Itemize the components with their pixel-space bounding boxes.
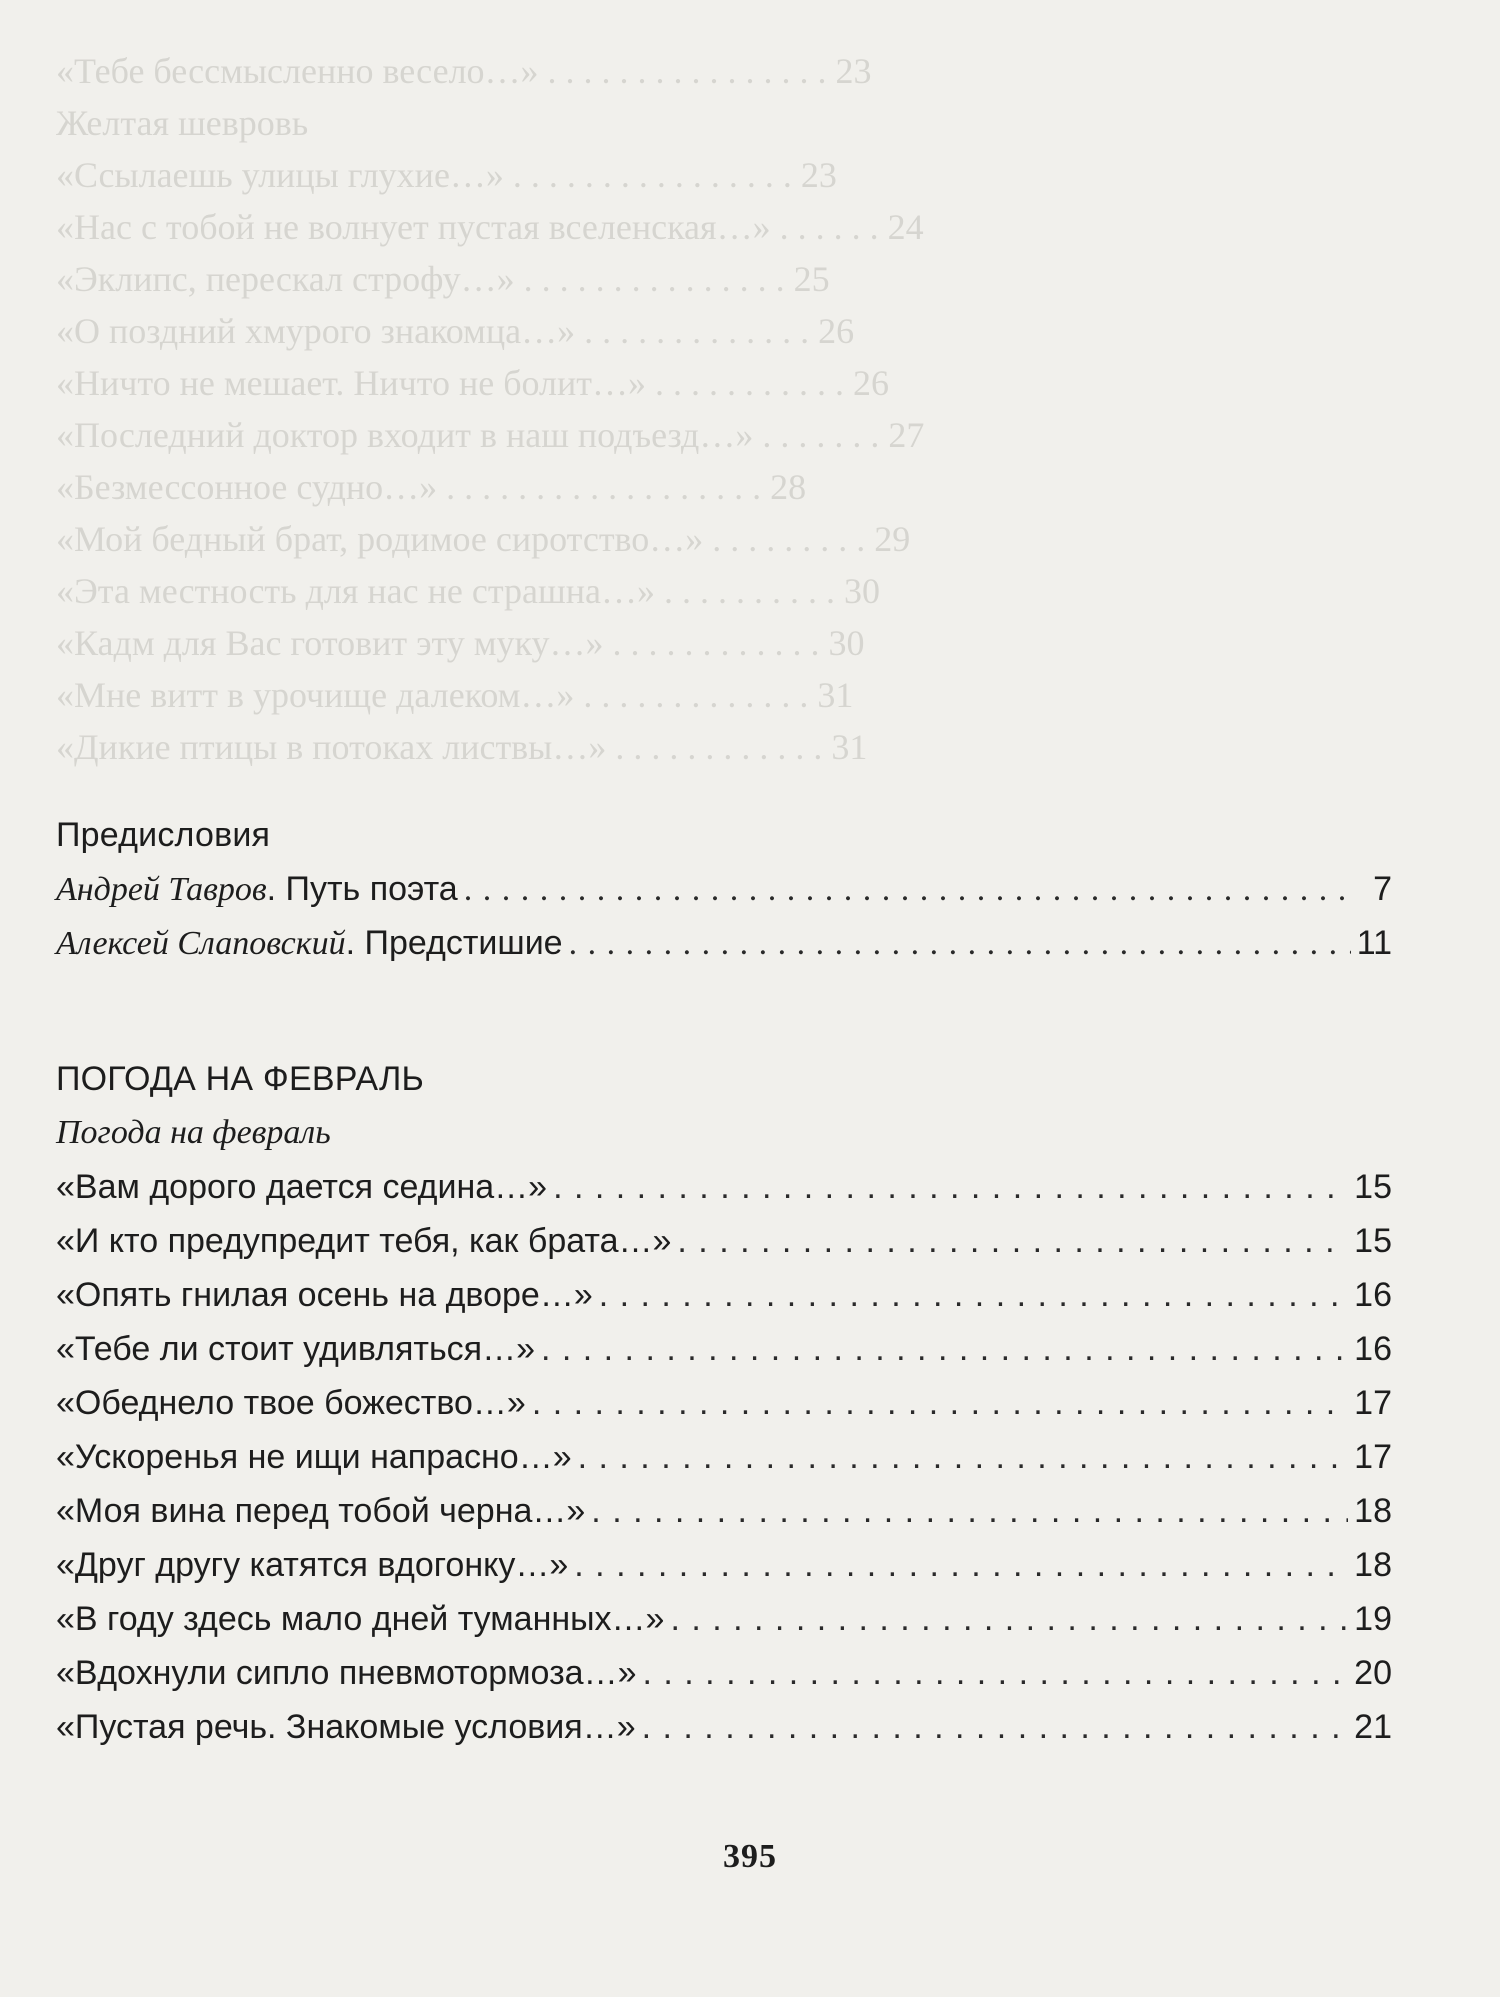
dot-leader: [642, 1700, 1349, 1754]
dot-leader: [553, 1160, 1348, 1214]
section-spacer: [56, 970, 1392, 1052]
toc-entry-preface-1: [56, 862, 1392, 916]
toc-entry-title: «Ускоренья не ищи напрасно…»: [56, 1438, 572, 1476]
dot-leader: [670, 1592, 1348, 1646]
toc-entry: [56, 1538, 1392, 1592]
bleed-through-line: «Безмессонное судно…» . . . . . . . . . . . . . . . . . . 28: [56, 467, 807, 507]
toc-entry-title: «Обеднело твое божество…»: [56, 1384, 526, 1422]
toc-entry-title: «Вдохнули сипло пневмотормоза…»: [56, 1654, 637, 1692]
dot-leader: [532, 1376, 1348, 1430]
page-number: 395: [723, 1838, 777, 1875]
bleed-through-line: «Ссылаешь улицы глухие…» . . . . . . . . . . . . . . . . 23: [56, 155, 837, 195]
toc-entry-page: 18: [1354, 1492, 1392, 1530]
toc-entry-title: «Опять гнилая осень на дворе…»: [56, 1276, 593, 1314]
toc-entry-page: 11: [1356, 924, 1392, 962]
toc-entry-title: [56, 916, 563, 971]
toc-entry-title: «Моя вина перед тобой черна…»: [56, 1492, 586, 1530]
toc-entry: [56, 1484, 1392, 1538]
bleed-through-line: «Мой бедный брат, родимое сиротство…» . . . . . . . . . 29: [56, 519, 911, 559]
subsection-heading: Погода на февраль: [56, 1114, 331, 1151]
toc-entry-page: 16: [1354, 1276, 1392, 1314]
toc-entry-page: 19: [1354, 1600, 1392, 1638]
toc-entry: [56, 1700, 1392, 1754]
section-heading: ПОГОДА НА ФЕВРАЛЬ: [56, 1060, 424, 1098]
toc-entry-page: 16: [1354, 1330, 1392, 1368]
toc-entry-title: «Друг другу катятся вдогонку…»: [56, 1546, 569, 1584]
toc-entry-author: Андрей Тавров: [56, 871, 267, 908]
toc-entry-page: 20: [1354, 1654, 1392, 1692]
toc-entry-title: [56, 862, 458, 917]
dot-leader: [464, 863, 1356, 917]
dot-leader: [599, 1268, 1348, 1322]
toc-entry-title: «Вам дорого дается седина…»: [56, 1168, 548, 1206]
bleed-through-line: «Последний доктор входит в наш подъезд…» . . . . . . . 27: [56, 415, 925, 455]
bleed-through-line: Желтая шевровь: [56, 103, 309, 143]
toc-entry: [56, 1376, 1392, 1430]
dot-leader: [643, 1646, 1349, 1700]
toc-entry-work: . Предстишие: [345, 924, 563, 962]
dot-leader: [541, 1322, 1348, 1376]
bleed-through-line: «Эта местность для нас не страшна…» . . . . . . . . . . 30: [56, 571, 880, 611]
toc-entry: [56, 1214, 1392, 1268]
toc-entry: [56, 1160, 1392, 1214]
bleed-through-line: «Кадм для Вас готовит эту муку…» . . . . . . . . . . . . 30: [56, 623, 865, 663]
toc-entry-title: «И кто предупредит тебя, как брата…»: [56, 1222, 672, 1260]
toc-entry-page: 17: [1354, 1438, 1392, 1476]
toc-entry-author: Алексей Слаповский: [56, 925, 346, 962]
bleed-through-line: «Ничто не мешает. Ничто не болит…» . . . . . . . . . . . 26: [56, 363, 890, 403]
bleed-through-line: «Мне витт в урочище далеком…» . . . . . . . . . . . . . 31: [56, 675, 854, 715]
toc-entry-page: 17: [1354, 1384, 1392, 1422]
dot-leader: [578, 1430, 1349, 1484]
toc-entry: [56, 1268, 1392, 1322]
toc-entry: [56, 1646, 1392, 1700]
toc-entry-title: «В году здесь мало дней туманных…»: [56, 1600, 665, 1638]
table-of-contents: [56, 808, 1392, 1754]
toc-entry-page: 15: [1354, 1222, 1392, 1260]
toc-entry-title: «Тебе ли стоит удивляться…»: [56, 1330, 535, 1368]
toc-entry-title: «Пустая речь. Знакомые условия…»: [56, 1708, 636, 1746]
toc-entry-work: . Путь поэта: [266, 870, 458, 908]
bleed-through-line: «Дикие птицы в потоках листвы…» . . . . . . . . . . . . 31: [56, 727, 868, 767]
toc-entry: [56, 1592, 1392, 1646]
toc-entry-page: 18: [1354, 1546, 1392, 1584]
toc-entry: [56, 1322, 1392, 1376]
toc-entry: [56, 1430, 1392, 1484]
dot-leader: [591, 1484, 1348, 1538]
prefaces-heading: Предисловия: [56, 816, 271, 854]
toc-entry-page: 21: [1354, 1708, 1392, 1746]
dot-leader: [569, 917, 1351, 971]
bleed-through-line: «Эклипс, перескал строфу…» . . . . . . . . . . . . . . . 25: [56, 259, 830, 299]
toc-entry-page: 15: [1354, 1168, 1392, 1206]
dot-leader: [574, 1538, 1348, 1592]
bleed-through-line: «Тебе бессмысленно весело…» . . . . . . . . . . . . . . . . 23: [56, 51, 872, 91]
toc-entry-preface-2: [56, 916, 1392, 970]
dot-leader: [677, 1214, 1348, 1268]
bleed-through-line: «О поздний хмурого знакомца…» . . . . . . . . . . . . . 26: [56, 311, 855, 351]
bleed-through-line: «Нас с тобой не волнует пустая вселенская…» . . . . . . 24: [56, 207, 924, 247]
toc-entry-page: 7: [1373, 870, 1392, 908]
